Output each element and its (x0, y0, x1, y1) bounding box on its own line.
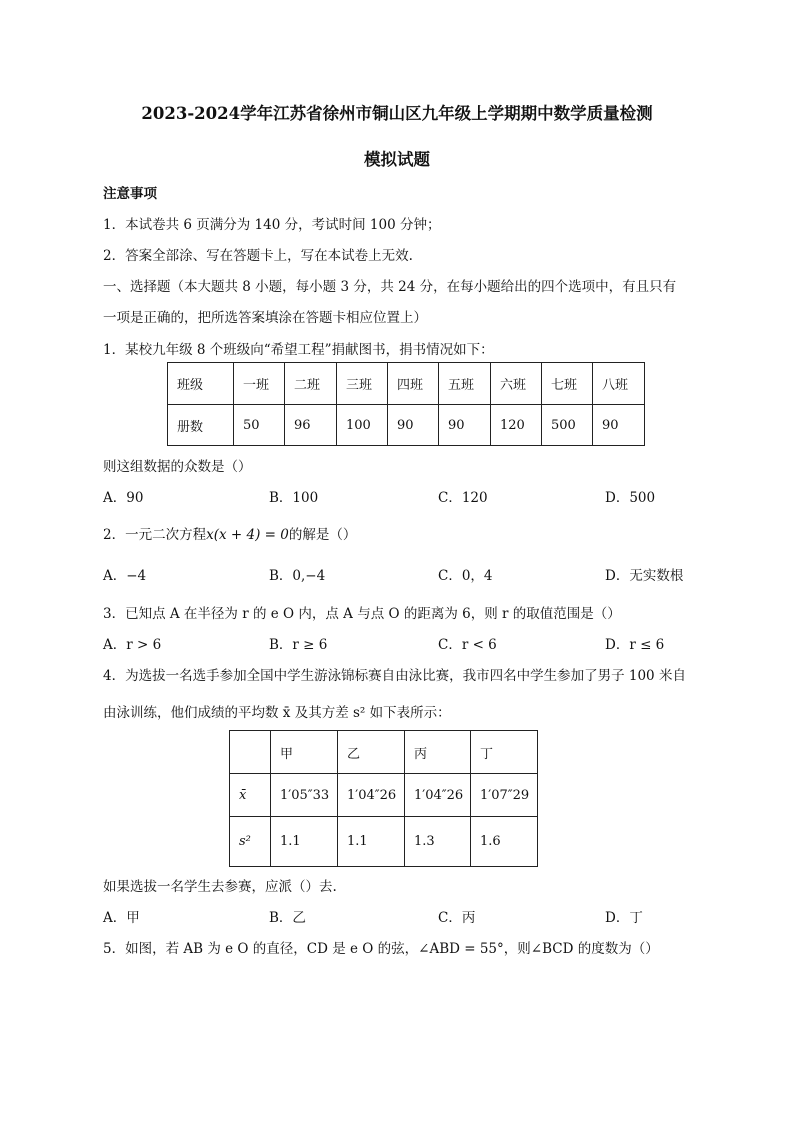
q4-option-a[interactable]: A．甲 (103, 910, 140, 926)
q2-stem (103, 523, 356, 543)
q1-cell: 册数 (168, 405, 234, 446)
q1-cell: 五班 (439, 363, 491, 405)
q1-cell: 八班 (593, 363, 645, 405)
q4-option-b[interactable]: B．乙 (269, 910, 306, 926)
q1-option-c[interactable]: C．120 (438, 490, 488, 506)
q1-table-row-count (168, 405, 645, 446)
q1-cell: 二班 (285, 363, 337, 405)
q4-cell: 1.1 (271, 817, 338, 867)
notice-item-2: 2．答案全部涂、写在答题卡上，写在本试卷上无效. (103, 248, 413, 264)
q1-cell: 90 (439, 405, 491, 446)
q2-stem-suffix: 的解是（） (288, 527, 357, 543)
q1-cell: 一班 (234, 363, 285, 405)
q1-option-d[interactable]: D．500 (605, 490, 656, 506)
q4-table-row-variance (230, 817, 538, 867)
q1-option-b[interactable]: B．100 (269, 490, 319, 506)
q4-cell: 丁 (471, 731, 538, 774)
q1-table-row-class (168, 363, 645, 405)
q1-table (167, 362, 645, 446)
q4-cell: 1′07″29 (471, 774, 538, 817)
q4-line1: 4．为选拔一名选手参加全国中学生游泳锦标赛自由泳比赛，我市四名中学生参加了男子 100 米自 (103, 668, 686, 684)
q4-cell: 丙 (405, 731, 471, 774)
notice-heading: 注意事项 (103, 186, 157, 202)
q1-cell: 90 (388, 405, 439, 446)
section1-line2: 一项是正确的，把所选答案填涂在答题卡相应位置上） (103, 310, 427, 326)
q1-cell: 50 (234, 405, 285, 446)
q1-cell: 七班 (542, 363, 593, 405)
q2-option-d[interactable]: D．无实数根 (605, 568, 684, 584)
q1-cell: 班级 (168, 363, 234, 405)
q1-option-a[interactable]: A．90 (103, 490, 144, 506)
q2-option-b[interactable]: B．0,−4 (269, 568, 326, 584)
q3-option-a[interactable]: A．r > 6 (103, 637, 162, 653)
paper-title-line1: 2023-2024学年江苏省徐州市铜山区九年级上学期期中数学质量检测 (141, 104, 653, 123)
q4-table-row-mean (230, 774, 538, 817)
q4-cell: 甲 (271, 731, 338, 774)
q1-cell: 120 (491, 405, 542, 446)
q4-cell: 1′04″26 (338, 774, 405, 817)
notice-item-1: 1．本试卷共 6 页满分为 140 分，考试时间 100 分钟； (103, 217, 441, 233)
q4-cell: 1.1 (338, 817, 405, 867)
q3-stem: 3．已知点 A 在半径为 r 的 e O 内，点 A 与点 O 的距离为 6，则 r 的取值范围是（） (103, 606, 621, 622)
q1-cell: 500 (542, 405, 593, 446)
q2-option-a[interactable]: A．−4 (103, 568, 147, 584)
q4-table (229, 730, 538, 867)
q1-cell: 四班 (388, 363, 439, 405)
q4-cell (230, 731, 271, 774)
q3-option-d[interactable]: D．r ≤ 6 (605, 637, 665, 653)
q1-cell: 六班 (491, 363, 542, 405)
q4-option-c[interactable]: C．丙 (438, 910, 476, 926)
q4-cell: 1′05″33 (271, 774, 338, 817)
q4-cell: s² (230, 817, 271, 867)
q2-stem-prefix: 2．一元二次方程 (103, 527, 207, 543)
q4-cell: x̄ (230, 774, 271, 817)
q5-stem: 5．如图，若 AB 为 e O 的直径，CD 是 e O 的弦，∠ABD = 55°，则∠BCD 的度数为（） (103, 941, 659, 957)
q1-cell: 100 (337, 405, 388, 446)
q4-option-d[interactable]: D．丁 (605, 910, 643, 926)
q4-line2: 由泳训练，他们成绩的平均数 x̄ 及其方差 s² 如下表所示： (103, 705, 451, 721)
q1-question: 则这组数据的众数是（） (103, 459, 252, 475)
q4-question: 如果选拔一名学生去参赛，应派（）去. (103, 879, 337, 895)
q1-cell: 96 (285, 405, 337, 446)
q3-option-c[interactable]: C．r < 6 (438, 637, 497, 653)
q2-option-c[interactable]: C．0，4 (438, 568, 493, 584)
q4-cell: 1′04″26 (405, 774, 471, 817)
q3-option-b[interactable]: B．r ≥ 6 (269, 637, 328, 653)
q2-equation: x(x + 4) = 0 (206, 527, 289, 543)
q1-cell: 三班 (337, 363, 388, 405)
q4-cell: 乙 (338, 731, 405, 774)
q4-table-header (230, 731, 538, 774)
q1-cell: 90 (593, 405, 645, 446)
section1-line1: 一、选择题（本大题共 8 小题，每小题 3 分，共 24 分，在每小题给出的四个选项中，有且只有 (103, 279, 677, 295)
paper-title-line2: 模拟试题 (364, 150, 430, 169)
q4-cell: 1.3 (405, 817, 471, 867)
q1-stem: 1．某校九年级 8 个班级向“希望工程”捐献图书，捐书情况如下： (103, 342, 494, 358)
q4-cell: 1.6 (471, 817, 538, 867)
